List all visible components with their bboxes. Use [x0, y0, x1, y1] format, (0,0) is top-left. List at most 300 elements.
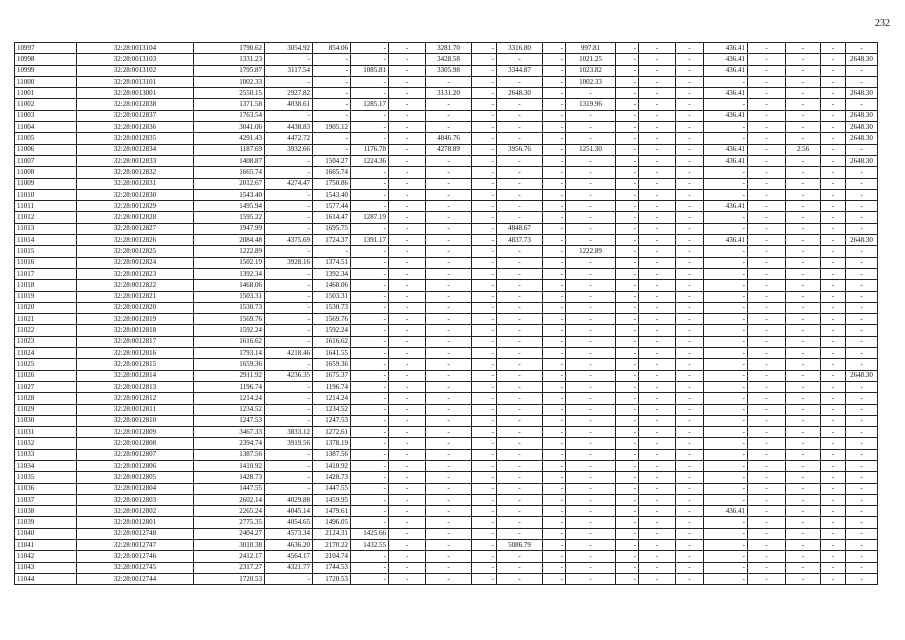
table-row — [15, 528, 878, 539]
table-cell: 1432.55 — [351, 540, 389, 551]
table-cell: - — [846, 562, 878, 573]
table-cell: - — [748, 76, 786, 87]
table-row — [15, 122, 878, 133]
table-cell: 32:28:0012814 — [77, 370, 194, 381]
table-cell: - — [748, 449, 786, 460]
table-cell: - — [265, 201, 313, 212]
table-cell: - — [748, 472, 786, 483]
table-cell: - — [389, 562, 426, 573]
table-cell: - — [748, 573, 786, 584]
table-cell: - — [566, 562, 616, 573]
table-row — [15, 517, 878, 528]
table-cell: - — [543, 404, 566, 415]
table-cell: 32:28:0012808 — [77, 438, 194, 449]
cadastral-value-table — [14, 42, 878, 585]
table-cell: - — [786, 223, 821, 234]
table-cell: - — [704, 540, 748, 551]
table-cell: - — [389, 246, 426, 257]
table-cell: - — [472, 144, 497, 155]
table-cell: - — [676, 212, 704, 223]
table-cell: - — [846, 494, 878, 505]
table-cell: 11004 — [15, 122, 77, 133]
table-row — [15, 438, 878, 449]
table-cell: - — [389, 540, 426, 551]
table-cell: 3316.80 — [497, 43, 543, 54]
table-cell: - — [472, 562, 497, 573]
table-row — [15, 257, 878, 268]
table-cell: - — [389, 110, 426, 121]
table-cell: - — [265, 483, 313, 494]
table-cell: - — [676, 167, 704, 178]
table-row — [15, 268, 878, 279]
table-cell: 4291.43 — [194, 133, 265, 144]
table-cell: 1543.40 — [194, 189, 265, 200]
table-cell: - — [426, 551, 472, 562]
table-cell: - — [472, 472, 497, 483]
table-cell: - — [472, 540, 497, 551]
table-cell: - — [543, 573, 566, 584]
table-cell: - — [351, 460, 389, 471]
table-cell: - — [389, 404, 426, 415]
table-cell: 3344.87 — [497, 65, 543, 76]
table-cell: 2648.30 — [846, 54, 878, 65]
table-cell: - — [676, 235, 704, 246]
table-cell: - — [472, 325, 497, 336]
table-cell: 3932.66 — [265, 144, 313, 155]
table-cell: - — [472, 257, 497, 268]
table-cell: - — [786, 562, 821, 573]
table-cell: 11005 — [15, 133, 77, 144]
table-cell: - — [704, 189, 748, 200]
table-row — [15, 155, 878, 166]
table-cell: - — [351, 189, 389, 200]
table-cell: 4274.47 — [265, 178, 313, 189]
table-cell: - — [566, 404, 616, 415]
table-cell: - — [639, 540, 676, 551]
table-cell: - — [543, 325, 566, 336]
table-cell: - — [472, 88, 497, 99]
table-cell: - — [313, 144, 351, 155]
table-cell: - — [786, 438, 821, 449]
table-cell: 32:28:0012838 — [77, 99, 194, 110]
table-cell: - — [616, 517, 639, 528]
table-cell: - — [472, 178, 497, 189]
table-cell: 32:28:0012823 — [77, 268, 194, 279]
table-row — [15, 201, 878, 212]
table-cell: 1272.61 — [313, 427, 351, 438]
table-row — [15, 404, 878, 415]
table-cell: - — [566, 336, 616, 347]
table-cell: - — [497, 325, 543, 336]
table-cell: - — [786, 370, 821, 381]
table-cell: 1319.96 — [566, 99, 616, 110]
table-cell: - — [704, 449, 748, 460]
table-cell: - — [497, 99, 543, 110]
table-cell: - — [676, 438, 704, 449]
table-cell: - — [846, 438, 878, 449]
table-cell: - — [566, 438, 616, 449]
table-row — [15, 483, 878, 494]
table-cell: - — [497, 370, 543, 381]
table-cell: - — [821, 246, 846, 257]
table-cell: - — [497, 257, 543, 268]
table-cell: 2648.30 — [846, 110, 878, 121]
table-cell: - — [616, 483, 639, 494]
table-cell: 436.41 — [704, 110, 748, 121]
table-cell: 11024 — [15, 348, 77, 359]
table-cell: - — [639, 122, 676, 133]
table-row — [15, 291, 878, 302]
table-cell: - — [543, 246, 566, 257]
table-cell: - — [543, 291, 566, 302]
table-cell: - — [497, 76, 543, 87]
table-cell: 1675.37 — [313, 370, 351, 381]
table-cell: - — [543, 212, 566, 223]
table-cell: - — [748, 370, 786, 381]
table-cell: 3305.98 — [426, 65, 472, 76]
table-cell: - — [704, 551, 748, 562]
table-cell: - — [786, 122, 821, 133]
table-cell: - — [426, 99, 472, 110]
table-cell: - — [846, 99, 878, 110]
table-cell: 2412.17 — [194, 551, 265, 562]
table-cell: 1468.06 — [313, 280, 351, 291]
table-cell: - — [389, 280, 426, 291]
table-cell: - — [351, 280, 389, 291]
table-cell: - — [566, 178, 616, 189]
table-cell: 11041 — [15, 540, 77, 551]
table-cell: 4278.89 — [426, 144, 472, 155]
table-cell: 4038.61 — [265, 99, 313, 110]
table-cell: 1331.23 — [194, 54, 265, 65]
table-cell: - — [639, 359, 676, 370]
table-cell: - — [566, 88, 616, 99]
table-cell: 32:28:0012806 — [77, 460, 194, 471]
table-cell: - — [497, 122, 543, 133]
table-cell: - — [426, 201, 472, 212]
table-cell: - — [472, 110, 497, 121]
table-row — [15, 88, 878, 99]
table-cell: - — [426, 291, 472, 302]
table-cell: - — [543, 43, 566, 54]
table-cell: - — [616, 404, 639, 415]
table-cell: 4321.77 — [265, 562, 313, 573]
table-cell: - — [748, 65, 786, 76]
table-cell: 3428.58 — [426, 54, 472, 65]
table-cell: - — [616, 370, 639, 381]
table-cell: - — [676, 268, 704, 279]
table-cell: 10999 — [15, 65, 77, 76]
table-cell: - — [472, 76, 497, 87]
table-cell: - — [497, 359, 543, 370]
table-cell: - — [846, 167, 878, 178]
table-cell: - — [351, 133, 389, 144]
table-cell: - — [676, 291, 704, 302]
table-cell: - — [616, 144, 639, 155]
table-row — [15, 573, 878, 584]
table-cell: 11044 — [15, 573, 77, 584]
table-cell: - — [616, 257, 639, 268]
table-cell: - — [426, 110, 472, 121]
table-cell: - — [616, 201, 639, 212]
table-row — [15, 381, 878, 392]
table-cell: - — [566, 212, 616, 223]
table-cell: - — [566, 370, 616, 381]
table-cell: - — [472, 235, 497, 246]
table-cell: - — [472, 302, 497, 313]
table-cell: 1947.99 — [194, 223, 265, 234]
table-cell: - — [426, 189, 472, 200]
table-cell: - — [389, 178, 426, 189]
table-row — [15, 370, 878, 381]
table-cell: - — [426, 302, 472, 313]
table-cell: - — [426, 155, 472, 166]
table-cell: - — [821, 235, 846, 246]
table-cell: 1659.36 — [194, 359, 265, 370]
table-cell: 3131.20 — [426, 88, 472, 99]
table-cell: - — [426, 348, 472, 359]
table-cell: 32:28:0012744 — [77, 573, 194, 584]
table-cell: - — [313, 133, 351, 144]
table-cell: - — [389, 291, 426, 302]
table-cell: 2602.14 — [194, 494, 265, 505]
table-cell: - — [616, 381, 639, 392]
table-cell: - — [821, 302, 846, 313]
table-cell: - — [704, 517, 748, 528]
table-cell: 11002 — [15, 99, 77, 110]
table-cell: - — [748, 178, 786, 189]
table-cell: - — [616, 235, 639, 246]
table-cell: - — [846, 483, 878, 494]
table-cell: - — [426, 562, 472, 573]
table-cell: - — [351, 325, 389, 336]
table-cell: - — [639, 460, 676, 471]
table-cell: - — [676, 133, 704, 144]
table-cell: - — [676, 65, 704, 76]
table-cell: - — [639, 133, 676, 144]
table-cell: - — [543, 133, 566, 144]
table-cell: - — [704, 291, 748, 302]
table-cell: 11032 — [15, 438, 77, 449]
table-cell: - — [616, 291, 639, 302]
table-cell: - — [472, 201, 497, 212]
table-cell: - — [846, 517, 878, 528]
table-cell: 2084.48 — [194, 235, 265, 246]
table-cell: - — [676, 336, 704, 347]
table-cell: - — [846, 76, 878, 87]
table-cell: - — [426, 472, 472, 483]
table-cell: - — [639, 404, 676, 415]
table-cell: - — [786, 314, 821, 325]
table-row — [15, 189, 878, 200]
table-cell: - — [821, 314, 846, 325]
table-cell: 1496.05 — [313, 517, 351, 528]
table-cell: - — [821, 336, 846, 347]
table-cell: - — [472, 348, 497, 359]
table-cell: - — [389, 359, 426, 370]
table-cell: - — [543, 155, 566, 166]
table-cell: - — [543, 483, 566, 494]
table-cell: - — [616, 438, 639, 449]
table-cell: - — [676, 54, 704, 65]
table-cell: 4236.35 — [265, 370, 313, 381]
table-cell: - — [639, 99, 676, 110]
table-cell: - — [497, 528, 543, 539]
table-cell: - — [704, 381, 748, 392]
table-cell: - — [313, 65, 351, 76]
table-cell: 11043 — [15, 562, 77, 573]
table-cell: - — [389, 325, 426, 336]
table-cell: - — [748, 427, 786, 438]
table-cell: 1247.53 — [313, 415, 351, 426]
table-cell: - — [543, 76, 566, 87]
table-cell: - — [497, 314, 543, 325]
table-cell: - — [616, 43, 639, 54]
table-cell: 2775.35 — [194, 517, 265, 528]
table-cell: - — [639, 178, 676, 189]
table-cell: - — [676, 144, 704, 155]
table-cell: - — [616, 427, 639, 438]
table-cell: - — [351, 370, 389, 381]
table-cell: 1592.24 — [313, 325, 351, 336]
table-cell: - — [351, 291, 389, 302]
table-cell: - — [351, 88, 389, 99]
table-cell: - — [472, 449, 497, 460]
table-cell: - — [566, 472, 616, 483]
table-cell: - — [389, 449, 426, 460]
table-cell: - — [704, 528, 748, 539]
table-cell: - — [748, 212, 786, 223]
table-cell: 1251.30 — [566, 144, 616, 155]
table-cell: 4636.20 — [265, 540, 313, 551]
table-cell: - — [543, 393, 566, 404]
table-cell: - — [846, 189, 878, 200]
table-cell: - — [265, 381, 313, 392]
table-cell: 32:28:0013001 — [77, 88, 194, 99]
table-cell: 1085.81 — [351, 65, 389, 76]
table-cell: - — [472, 460, 497, 471]
table-cell: - — [639, 212, 676, 223]
table-cell: 11042 — [15, 551, 77, 562]
table-cell: - — [676, 370, 704, 381]
table-cell: - — [426, 438, 472, 449]
table-cell: - — [821, 54, 846, 65]
table-cell: - — [639, 483, 676, 494]
table-cell: - — [566, 302, 616, 313]
table-cell: 1222.89 — [566, 246, 616, 257]
table-cell: - — [543, 415, 566, 426]
table-cell: - — [543, 528, 566, 539]
table-cell: - — [748, 506, 786, 517]
table-cell: - — [748, 415, 786, 426]
table-cell: - — [748, 562, 786, 573]
table-cell: - — [748, 88, 786, 99]
table-cell: - — [426, 393, 472, 404]
table-cell: - — [426, 314, 472, 325]
table-cell: - — [748, 291, 786, 302]
table-cell: - — [639, 167, 676, 178]
table-cell: 32:28:0012805 — [77, 472, 194, 483]
table-row — [15, 460, 878, 471]
table-cell: - — [639, 551, 676, 562]
table-cell: 11009 — [15, 178, 77, 189]
table-cell: - — [389, 381, 426, 392]
table-cell: 2648.30 — [846, 122, 878, 133]
table-cell: - — [389, 54, 426, 65]
table-cell: 32:28:0012817 — [77, 336, 194, 347]
table-cell: - — [704, 336, 748, 347]
table-cell: - — [543, 359, 566, 370]
table-cell: 4848.67 — [497, 223, 543, 234]
table-cell: - — [639, 438, 676, 449]
table-cell: - — [704, 348, 748, 359]
table-cell: - — [821, 415, 846, 426]
table-cell: - — [351, 110, 389, 121]
table-cell: - — [821, 201, 846, 212]
table-cell: - — [543, 189, 566, 200]
table-cell: - — [748, 246, 786, 257]
table-cell: - — [351, 472, 389, 483]
table-cell: - — [426, 506, 472, 517]
table-cell: - — [639, 54, 676, 65]
table-cell: - — [676, 381, 704, 392]
table-cell: - — [616, 110, 639, 121]
table-cell: - — [351, 314, 389, 325]
table-row — [15, 314, 878, 325]
table-cell: 11001 — [15, 88, 77, 99]
table-cell: - — [676, 460, 704, 471]
table-cell: - — [426, 517, 472, 528]
table-cell: - — [676, 201, 704, 212]
table-cell: - — [265, 54, 313, 65]
table-cell: 4375.69 — [265, 235, 313, 246]
table-cell: - — [821, 178, 846, 189]
table-row — [15, 449, 878, 460]
table-cell: 436.41 — [704, 506, 748, 517]
table-cell: - — [639, 155, 676, 166]
table-cell: - — [472, 494, 497, 505]
table-cell: - — [497, 201, 543, 212]
table-cell: 1410.92 — [194, 460, 265, 471]
table-cell: - — [704, 460, 748, 471]
table-cell: 4573.34 — [265, 528, 313, 539]
table-cell: 11016 — [15, 257, 77, 268]
table-cell: 32:28:0012822 — [77, 280, 194, 291]
table-cell: - — [616, 325, 639, 336]
table-cell: - — [639, 189, 676, 200]
table-cell: - — [426, 449, 472, 460]
table-cell: - — [821, 257, 846, 268]
table-cell: 32:28:0012833 — [77, 155, 194, 166]
table-cell: 2394.74 — [194, 438, 265, 449]
table-cell: 1503.31 — [313, 291, 351, 302]
table-cell: - — [472, 370, 497, 381]
table-cell: - — [821, 551, 846, 562]
table-cell: 11010 — [15, 189, 77, 200]
table-cell: 1577.44 — [313, 201, 351, 212]
table-cell: - — [351, 348, 389, 359]
table-cell: - — [676, 348, 704, 359]
table-cell: - — [704, 359, 748, 370]
table-cell: - — [748, 359, 786, 370]
table-cell: - — [351, 76, 389, 87]
table-cell: - — [748, 348, 786, 359]
table-cell: - — [786, 43, 821, 54]
table-cell: - — [676, 449, 704, 460]
table-cell: - — [748, 540, 786, 551]
table-cell: - — [639, 494, 676, 505]
table-cell: - — [846, 540, 878, 551]
